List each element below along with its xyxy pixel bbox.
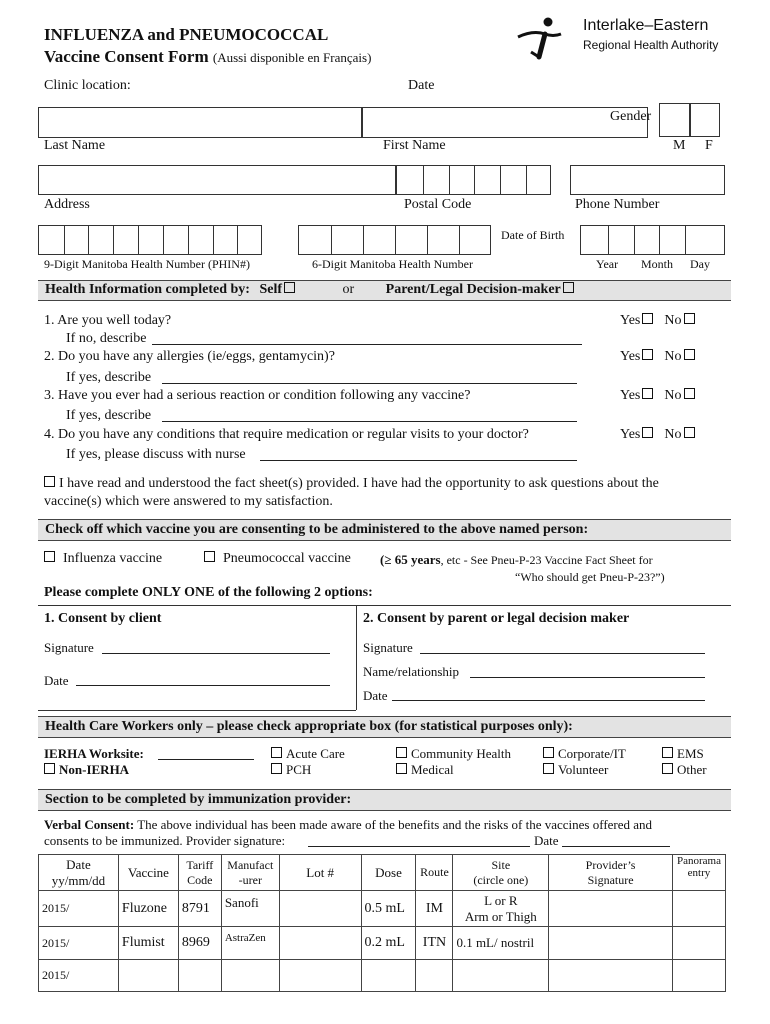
factsheet-statement-2: vaccine(s) which were answered to my satisfaction. xyxy=(44,494,333,509)
row1-dose: 0.5 mL xyxy=(361,891,416,927)
date-label: Date xyxy=(408,78,435,93)
parent-checkbox[interactable] xyxy=(563,282,574,293)
row2-dose: 0.2 mL xyxy=(361,927,416,960)
non-ierha-checkbox[interactable] xyxy=(44,763,55,774)
immunization-table xyxy=(38,854,726,992)
consent-parent-heading: 2. Consent by parent or legal decision maker xyxy=(363,611,630,626)
dob-label: Date of Birth xyxy=(501,228,565,242)
row3-panorama[interactable] xyxy=(672,960,725,992)
dob-day-label: Day xyxy=(690,257,710,271)
acute-care-option[interactable]: Acute Care xyxy=(271,746,345,762)
header-manufacturer: Manufact -urer xyxy=(221,855,279,891)
parent-signature-line[interactable] xyxy=(420,653,705,654)
gender-f-label: F xyxy=(705,138,713,153)
header-route: Route xyxy=(416,855,453,891)
q2-yes-no[interactable]: Yes No xyxy=(620,349,699,365)
question-4: 4. Do you have any conditions that require medication or regular visits to your doctor? xyxy=(44,427,529,442)
provider-date-label: Date xyxy=(534,833,559,848)
row2-manufacturer: AstraZen xyxy=(221,927,279,960)
parent-name-relationship-line[interactable] xyxy=(470,677,705,678)
influenza-option[interactable]: Influenza vaccine xyxy=(44,551,162,567)
parent-date-line[interactable] xyxy=(392,700,705,701)
q1-yes-no[interactable]: Yes No xyxy=(620,313,699,329)
community-health-option[interactable]: Community Health xyxy=(396,746,511,762)
address-label: Address xyxy=(44,197,90,212)
self-option[interactable]: Self xyxy=(259,282,299,297)
corporate-it-option[interactable]: Corporate/IT xyxy=(543,746,626,762)
row2-signature[interactable] xyxy=(549,927,673,960)
address-input[interactable] xyxy=(38,165,396,195)
medical-checkbox[interactable] xyxy=(396,763,407,774)
hcw-band xyxy=(38,716,731,738)
non-ierha-option[interactable]: Non-IERHA xyxy=(44,762,129,778)
form-title: INFLUENZA and PNEUMOCOCCAL xyxy=(44,25,329,44)
row1-manufacturer: Sanofi xyxy=(221,891,279,927)
row3-dose[interactable] xyxy=(361,960,416,992)
pneumococcal-checkbox[interactable] xyxy=(204,551,215,562)
dob-year-label: Year xyxy=(596,257,619,271)
q3-yes-no[interactable]: Yes No xyxy=(620,388,699,404)
pneumococcal-option[interactable]: Pneumococcal vaccine xyxy=(204,551,351,567)
question-2-sub: If yes, describe xyxy=(66,370,152,385)
gender-m-label: M xyxy=(673,138,686,153)
phin-label: 9-Digit Manitoba Health Number (PHIN#) xyxy=(44,257,250,271)
row1-signature[interactable] xyxy=(549,891,673,927)
ems-checkbox[interactable] xyxy=(662,747,673,758)
row3-date[interactable]: 2015/ xyxy=(39,960,119,992)
form-subtitle-note: (Aussi disponible en Français) xyxy=(212,50,372,65)
q4-no-checkbox[interactable] xyxy=(684,427,695,438)
clinic-location-label: Clinic location: xyxy=(44,78,131,93)
header-site: Site (circle one) xyxy=(453,855,549,891)
row2-site: 0.1 mL/ nostril xyxy=(453,927,549,960)
vaccine-check-heading: Check off which vaccine you are consenting to be administered to the above named person: xyxy=(45,522,589,537)
last-name-input[interactable] xyxy=(38,107,362,138)
self-checkbox[interactable] xyxy=(284,282,295,293)
q4-yes-checkbox[interactable] xyxy=(642,427,653,438)
row2-date[interactable]: 2015/ xyxy=(39,927,119,960)
header-panorama: Panorama entry xyxy=(672,855,725,891)
pch-checkbox[interactable] xyxy=(271,763,282,774)
question-2: 2. Do you have any allergies (ie/eggs, gentamycin)? xyxy=(44,349,335,364)
options-heading: Please complete ONLY ONE of the following 2 options: xyxy=(44,585,373,600)
question-1-sub: If no, describe xyxy=(66,331,147,346)
client-date-line[interactable] xyxy=(76,685,330,686)
client-signature-label: Signature xyxy=(44,640,94,655)
mhn6-label: 6-Digit Manitoba Health Number xyxy=(312,257,473,271)
ierha-worksite[interactable]: IERHA Worksite: xyxy=(44,746,144,761)
question-3: 3. Have you ever had a serious reaction or condition following any vaccine? xyxy=(44,388,471,403)
vaccine-check-band xyxy=(38,519,731,541)
question-3-describe-line[interactable] xyxy=(162,421,577,422)
verbal-consent-text-2: consents to be immunized. Provider signature: xyxy=(44,833,286,848)
table-row xyxy=(39,960,726,992)
gender-m-box[interactable] xyxy=(659,103,690,137)
health-info-band xyxy=(38,280,731,301)
row3-signature[interactable] xyxy=(549,960,673,992)
q2-no-checkbox[interactable] xyxy=(684,349,695,360)
gender-label: Gender xyxy=(610,109,652,124)
q1-no-checkbox[interactable] xyxy=(684,313,695,324)
client-date-label: Date xyxy=(44,673,69,688)
consent-divider xyxy=(356,605,357,710)
influenza-checkbox[interactable] xyxy=(44,551,55,562)
row2-panorama[interactable] xyxy=(672,927,725,960)
mhn6-input[interactable] xyxy=(298,225,491,255)
health-info-heading: Health Information completed by: xyxy=(45,282,250,297)
parent-date-label: Date xyxy=(363,688,388,703)
gender-f-box[interactable] xyxy=(690,103,720,137)
or-label: or xyxy=(342,282,355,297)
question-1-describe-line[interactable] xyxy=(152,344,582,345)
provider-date-line[interactable] xyxy=(562,846,670,847)
q1-yes-checkbox[interactable] xyxy=(642,313,653,324)
row2-lot[interactable] xyxy=(279,927,361,960)
row3-route[interactable] xyxy=(416,960,453,992)
row3-manufacturer[interactable] xyxy=(221,960,279,992)
consent-client-heading: 1. Consent by client xyxy=(44,611,162,626)
dob-month-label: Month xyxy=(641,257,674,271)
header-date: Date yy/mm/dd xyxy=(39,855,119,891)
row3-site[interactable] xyxy=(453,960,549,992)
row2-route: ITN xyxy=(416,927,453,960)
header-dose: Dose xyxy=(361,855,416,891)
provider-signature-line[interactable] xyxy=(308,846,530,847)
community-health-checkbox[interactable] xyxy=(396,747,407,758)
question-4-discuss-line[interactable] xyxy=(260,460,577,461)
org-name: Interlake–Eastern xyxy=(583,17,709,34)
first-name-input[interactable] xyxy=(362,107,648,138)
factsheet-checkbox[interactable] xyxy=(44,476,55,487)
row1-date[interactable]: 2015/ xyxy=(39,891,119,927)
table-row xyxy=(39,927,726,960)
row1-site[interactable]: L or R Arm or Thigh xyxy=(453,891,549,927)
figure-logo-icon xyxy=(515,16,577,60)
row2-vaccine: Flumist xyxy=(118,927,178,960)
parent-name-relationship-label: Name/relationship xyxy=(363,664,460,679)
row1-tariff: 8791 xyxy=(178,891,221,927)
pch-option[interactable]: PCH xyxy=(271,762,311,778)
org-name-sub: Regional Health Authority xyxy=(583,38,719,52)
row3-lot[interactable] xyxy=(279,960,361,992)
question-4-sub: If yes, please discuss with nurse xyxy=(66,447,246,462)
form-subtitle-main: Vaccine Consent Form xyxy=(44,47,209,66)
last-name-label: Last Name xyxy=(44,138,106,153)
dob-input[interactable] xyxy=(580,225,725,255)
row1-lot[interactable] xyxy=(279,891,361,927)
hcw-heading: Health Care Workers only – please check appropriate box (for statistical purposes only): xyxy=(45,719,573,734)
corporate-it-checkbox[interactable] xyxy=(543,747,554,758)
header-lot: Lot # xyxy=(279,855,361,891)
table-header-row xyxy=(39,855,726,891)
volunteer-option[interactable]: Volunteer xyxy=(543,762,608,778)
postal-code-input[interactable] xyxy=(396,165,551,195)
ems-option[interactable]: EMS xyxy=(662,746,704,762)
provider-heading: Section to be completed by immunization provider: xyxy=(45,792,352,807)
q2-yes-checkbox[interactable] xyxy=(642,349,653,360)
org-logo xyxy=(515,16,727,60)
row3-vaccine[interactable] xyxy=(118,960,178,992)
ierha-worksite-line[interactable] xyxy=(158,759,254,760)
factsheet-statement[interactable]: I have read and understood the fact sheet(s) provided. I have had the opportunity to ask questions about the xyxy=(44,476,659,492)
other-option[interactable]: Other xyxy=(662,762,707,778)
medical-option[interactable]: Medical xyxy=(396,762,454,778)
q3-yes-checkbox[interactable] xyxy=(642,388,653,399)
other-checkbox[interactable] xyxy=(662,763,673,774)
row1-vaccine: Fluzone xyxy=(118,891,178,927)
row1-route: IM xyxy=(416,891,453,927)
parent-option[interactable]: Parent/Legal Decision-maker xyxy=(386,282,578,297)
row1-panorama[interactable] xyxy=(672,891,725,927)
age-note-2: “Who should get Pneu-P-23?”) xyxy=(515,570,665,584)
question-2-describe-line[interactable] xyxy=(162,383,577,384)
client-signature-line[interactable] xyxy=(102,653,330,654)
form-subtitle xyxy=(44,47,371,68)
first-name-label: First Name xyxy=(383,138,446,153)
age-note: (≥ 65 years, etc - See Pneu-P-23 Vaccine Fact Sheet for xyxy=(380,552,653,567)
provider-band xyxy=(38,789,731,811)
header-provider-signature: Provider’s Signature xyxy=(549,855,673,891)
phone-number-input[interactable] xyxy=(570,165,725,195)
parent-signature-label: Signature xyxy=(363,640,413,655)
phone-number-label: Phone Number xyxy=(575,197,660,212)
question-1: 1. Are you well today? xyxy=(44,313,172,328)
verbal-consent-text: Verbal Consent: The above individual has been made aware of the benefits and the risks of the vaccines offered and xyxy=(44,817,653,832)
acute-care-checkbox[interactable] xyxy=(271,747,282,758)
q4-yes-no[interactable]: Yes No xyxy=(620,427,699,443)
volunteer-checkbox[interactable] xyxy=(543,763,554,774)
phin-input[interactable] xyxy=(38,225,262,255)
postal-code-label: Postal Code xyxy=(404,197,472,212)
row2-tariff: 8969 xyxy=(178,927,221,960)
q3-no-checkbox[interactable] xyxy=(684,388,695,399)
row3-tariff[interactable] xyxy=(178,960,221,992)
question-3-sub: If yes, describe xyxy=(66,408,152,423)
table-row xyxy=(39,891,726,927)
header-tariff: Tariff Code xyxy=(178,855,221,891)
header-vaccine: Vaccine xyxy=(118,855,178,891)
